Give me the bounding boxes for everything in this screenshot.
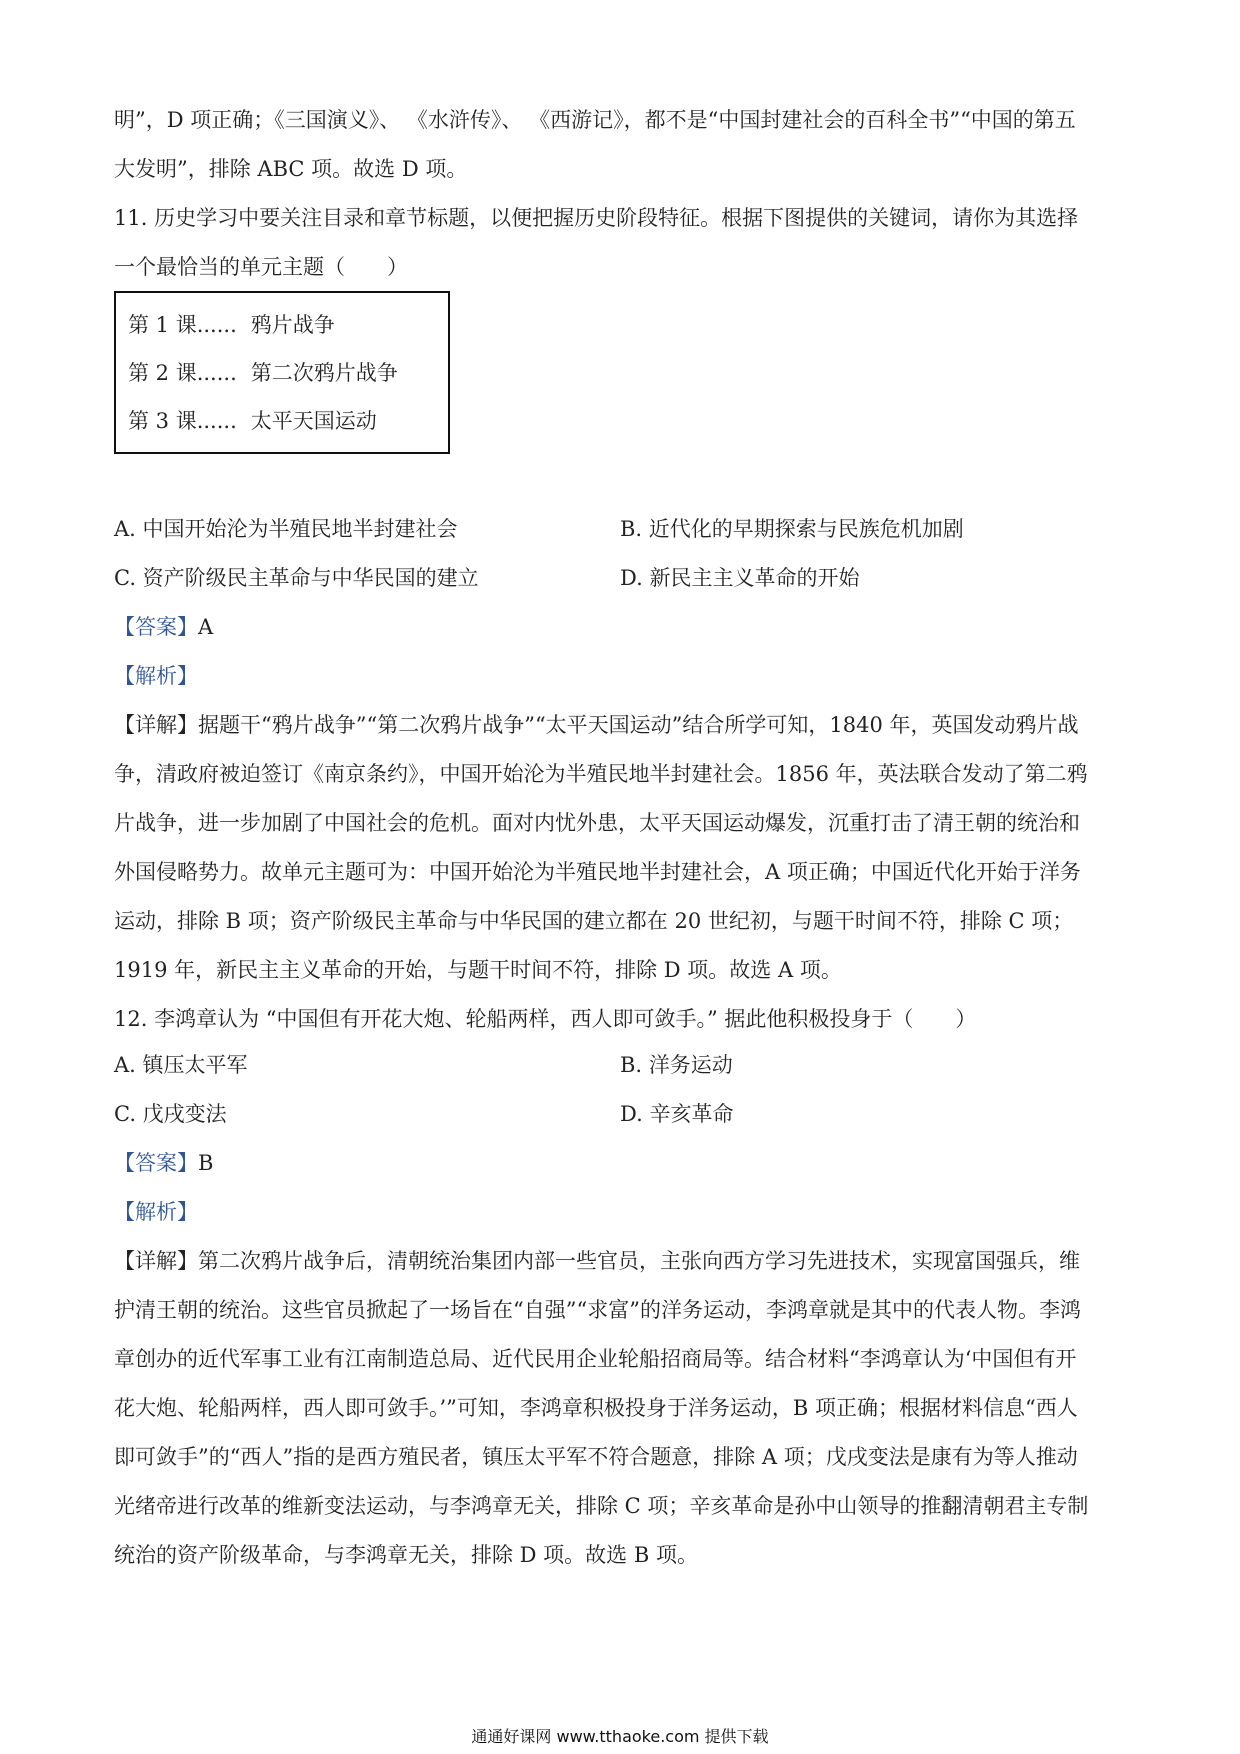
- q11-option-c: C. 资产阶级民主革命与中华民国的建立: [114, 566, 479, 590]
- detail-text: 据题干“鸦片战争”“第二次鸦片战争”“太平天国运动”结合所学可知，1840 年，英国发动鸦片战: [198, 713, 1079, 737]
- lesson-number: 第 3 课......: [128, 409, 237, 433]
- q12-option-d: D. 辛亥革命: [620, 1102, 734, 1126]
- q12-option-b: B. 洋务运动: [620, 1053, 733, 1077]
- q12-detail-line-2: 护清王朝的统治。这些官员掀起了一场旨在“自强”“求富”的洋务运动，李鸿章就是其中的代表人物。李鸿: [114, 1298, 1081, 1322]
- q11-option-b: B. 近代化的早期探索与民族危机加剧: [620, 517, 964, 541]
- q11-analysis: [114, 662, 1130, 690]
- analysis-label: 【解析】: [114, 664, 198, 688]
- q11-option-a: A. 中国开始沦为半殖民地半封建社会: [114, 517, 458, 541]
- detail-label: 【详解】: [114, 1249, 198, 1273]
- answer-value: B: [198, 1151, 214, 1175]
- q12-detail-line-1: [114, 1247, 1130, 1275]
- answer-label: 【答案】: [114, 1151, 198, 1175]
- q11-detail-line-4: 外国侵略势力。故单元主题可为：中国开始沦为半殖民地半封建社会，A 项正确；中国近代化开始于洋务: [114, 860, 1081, 884]
- analysis-label: 【解析】: [114, 1200, 198, 1224]
- answer-value: A: [198, 615, 214, 639]
- q12-detail-line-4: 花大炮、轮船两样，西人即可敛手。’”可知，李鸿章积极投身于洋务运动，B 项正确；根据材料信息“西人: [114, 1396, 1078, 1420]
- lesson-row: [128, 311, 335, 339]
- lesson-title: 太平天国运动: [250, 409, 377, 433]
- q12-detail-line-7: 统治的资产阶级革命，与李鸿章无关，排除 D 项。故选 B 项。: [114, 1543, 698, 1567]
- footer-credit: 通通好课网 www.tthaoke.com 提供下载: [471, 1727, 769, 1746]
- detail-label: 【详解】: [114, 713, 198, 737]
- q12-answer: [114, 1149, 1130, 1177]
- q12-detail-line-5: 即可敛手”的“西人”指的是西方殖民者，镇压太平军不符合题意，排除 A 项；戊戌变法是康有为等人推动: [114, 1445, 1078, 1469]
- q12-option-c: C. 戊戌变法: [114, 1102, 227, 1126]
- q11-stem-line-1: 11. 历史学习中要关注目录和章节标题，以便把握历史阶段特征。根据下图提供的关键词，请你为其选择: [114, 206, 1079, 230]
- q12-detail-line-6: 光绪帝进行改革的维新变法运动，与李鸿章无关，排除 C 项；辛亥革命是孙中山领导的推翻清朝君主专制: [114, 1494, 1089, 1518]
- q12-detail-line-3: 章创办的近代军事工业有江南制造总局、近代民用企业轮船招商局等。结合材料“李鸿章认为‘中国但有开: [114, 1347, 1077, 1371]
- previous-answer-line-2: 大发明”，排除 ABC 项。故选 D 项。: [114, 157, 468, 181]
- lesson-number: 第 2 课......: [128, 361, 237, 385]
- q11-detail-line-2: 争，清政府被迫签订《南京条约》，中国开始沦为半殖民地半封建社会。1856 年，英法联合发动了第二鸦: [114, 762, 1088, 786]
- lesson-number: 第 1 课......: [128, 313, 237, 337]
- q11-detail-line-3: 片战争，进一步加剧了中国社会的危机。面对内忧外患，太平天国运动爆发，沉重打击了清王朝的统治和: [114, 811, 1080, 835]
- q11-detail-line-5: 运动，排除 B 项；资产阶级民主革命与中华民国的建立都在 20 世纪初，与题干时间不符，排除 C 项；: [114, 909, 1074, 933]
- q11-lesson-box: [114, 291, 450, 454]
- q12-option-a: A. 镇压太平军: [114, 1053, 248, 1077]
- lesson-row: [128, 407, 377, 435]
- q11-detail-line-1: [114, 711, 1130, 739]
- lesson-row: [128, 359, 398, 387]
- lesson-title: 鸦片战争: [250, 313, 335, 337]
- q11-stem-line-2: 一个最恰当的单元主题（ ）: [114, 255, 408, 279]
- answer-label: 【答案】: [114, 615, 198, 639]
- q12-analysis: [114, 1198, 1130, 1226]
- lesson-title: 第二次鸦片战争: [250, 361, 398, 385]
- q12-stem: 12. 李鸿章认为 “中国但有开花大炮、轮船两样，西人即可敛手。” 据此他积极投身于（ ）: [114, 1007, 977, 1031]
- previous-answer-line-1: 明”，D 项正确；《三国演义》、 《水浒传》、 《西游记》，都不是“中国封建社会的百科全书”“中国的第五: [114, 108, 1076, 132]
- detail-text: 第二次鸦片战争后，清朝统治集团内部一些官员，主张向西方学习先进技术，实现富国强兵，维: [198, 1249, 1080, 1273]
- q11-answer: [114, 613, 1130, 641]
- q11-detail-line-6: 1919 年，新民主主义革命的开始，与题干时间不符，排除 D 项。故选 A 项。: [114, 958, 842, 982]
- q11-option-d: D. 新民主主义革命的开始: [620, 566, 860, 590]
